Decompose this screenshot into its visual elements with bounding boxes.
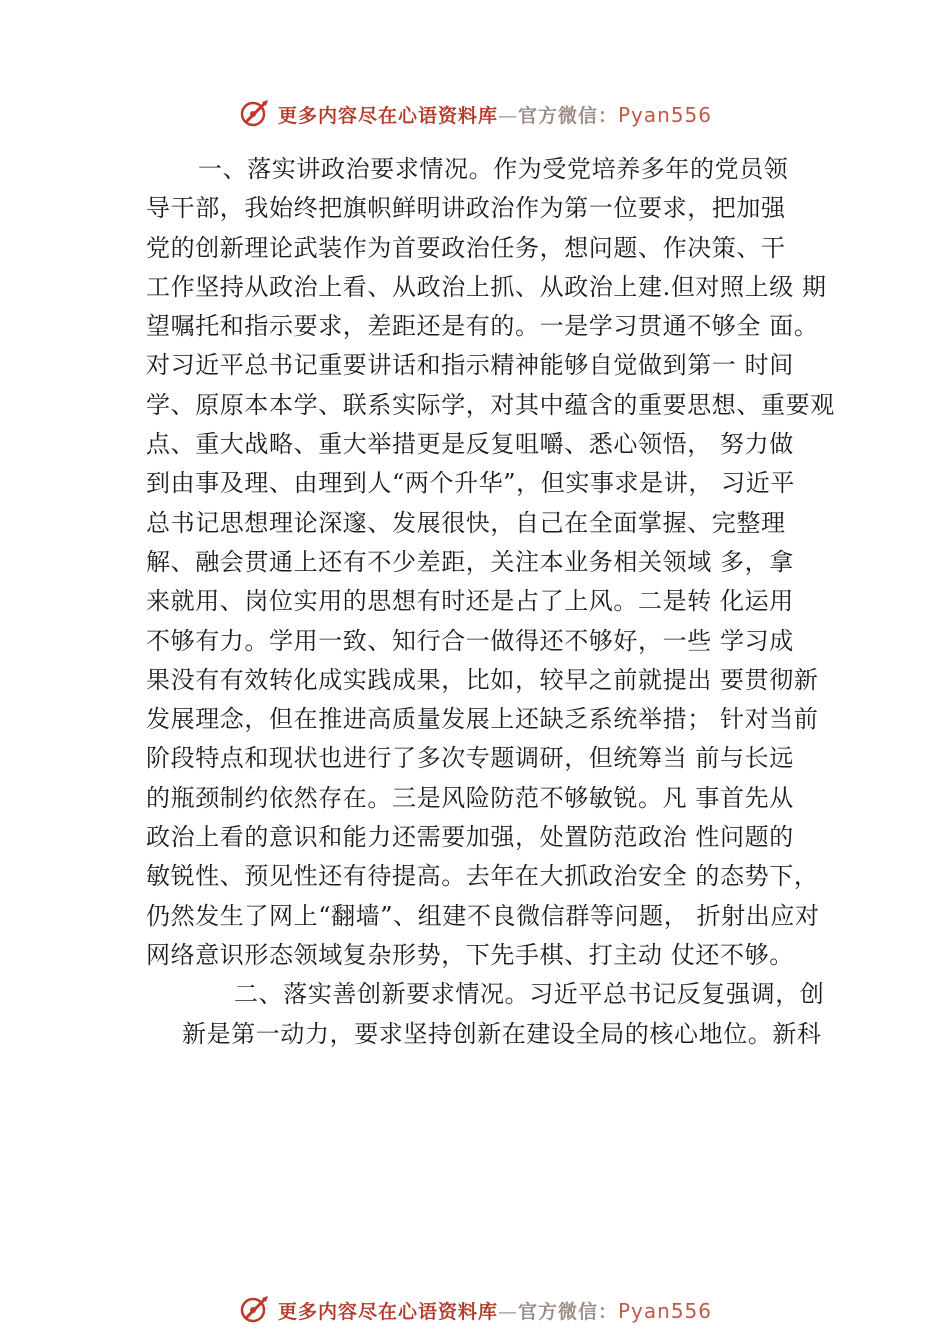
banner-text bbox=[278, 1297, 712, 1324]
header-banner bbox=[0, 94, 950, 134]
text-line: 一、落实讲政治要求情况。作为受党培养多年的党员领 bbox=[198, 155, 789, 183]
text-line: 学、原原本本学、联系实际学，对其中蕴含的重要思想、重要观 bbox=[146, 390, 835, 419]
text-line: 不够有力。学用一致、知行合一做得还不够好，一些 学习成 bbox=[146, 626, 794, 655]
text-line: 点、重大战略、重大举措更是反复咀嚼、悉心领悟， 努力做 bbox=[146, 430, 794, 459]
text-line: 来就用、岗位实用的思想有时还是占了上风。二是转 化运用 bbox=[146, 587, 794, 616]
official-label: 官方微信： bbox=[517, 104, 618, 127]
banner-dash: — bbox=[497, 1300, 518, 1323]
text-line: 的瓶颈制约依然存在。三是风险防范不够敏锐。凡 事首先从 bbox=[146, 783, 794, 812]
text-line: 到由事及理、由理到人“两个升华”，但实事求是讲， 习近平 bbox=[146, 469, 795, 498]
logo-icon bbox=[238, 1293, 272, 1327]
text-line: 工作坚持从政治上看、从政治上抓、从政治上建.但对照上级 期 bbox=[146, 272, 827, 301]
official-label: 官方微信： bbox=[517, 1300, 618, 1323]
text-line: 总书记思想理论深邃、发展很快，自己在全面掌握、完整理 bbox=[146, 508, 786, 537]
text-line: 对习近平总书记重要讲话和指示精神能够自觉做到第一 时间 bbox=[146, 351, 794, 380]
text-line: 二、落实善创新要求情况。习近平总书记反复强调，创 bbox=[234, 980, 825, 1009]
text-line: 解、融会贯通上还有不少差距，关注本业务相关领域 多，拿 bbox=[146, 547, 794, 576]
text-line: 党的创新理论武装作为首要政治任务，想问题、作决策、干 bbox=[146, 233, 786, 262]
brand-name: 更多内容尽在心语资料库 bbox=[277, 1300, 498, 1323]
text-line: 果没有有效转化成实践成果，比如，较早之前就提出 要贯彻新 bbox=[146, 665, 819, 694]
banner-dash: — bbox=[497, 104, 518, 127]
text-line: 新是第一动力，要求坚持创新在建设全局的核心地位。新科 bbox=[182, 1019, 822, 1048]
text-line: 网络意识形态领域复杂形势，下先手棋、打主动 仗还不够。 bbox=[146, 940, 794, 969]
text-line: 导干部，我始终把旗帜鲜明讲政治作为第一位要求，把加强 bbox=[146, 194, 786, 223]
brand-name: 更多内容尽在心语资料库 bbox=[277, 104, 498, 127]
footer-banner bbox=[0, 1290, 950, 1330]
text-line: 发展理念，但在推进高质量发展上还缺乏系统举措； 针对当前 bbox=[146, 705, 819, 734]
document-body bbox=[146, 150, 836, 1054]
text-line: 敏锐性、预见性还有待提高。去年在大抓政治安全 的态势下， bbox=[146, 862, 819, 891]
wechat-id: Pyan556 bbox=[618, 1298, 713, 1323]
wechat-id: Pyan556 bbox=[618, 102, 713, 127]
text-line: 仍然发生了网上“翻墙”、组建不良微信群等问题， 折射出应对 bbox=[146, 901, 820, 930]
logo-icon bbox=[238, 97, 272, 131]
text-line: 政治上看的意识和能力还需要加强，处置防范政治 性问题的 bbox=[146, 823, 794, 852]
text-line: 阶段特点和现状也进行了多次专题调研，但统筹当 前与长远 bbox=[146, 744, 794, 773]
banner-text bbox=[278, 101, 712, 128]
text-line: 望嘱托和指示要求，差距还是有的。一是学习贯通不够全 面。 bbox=[146, 312, 819, 341]
